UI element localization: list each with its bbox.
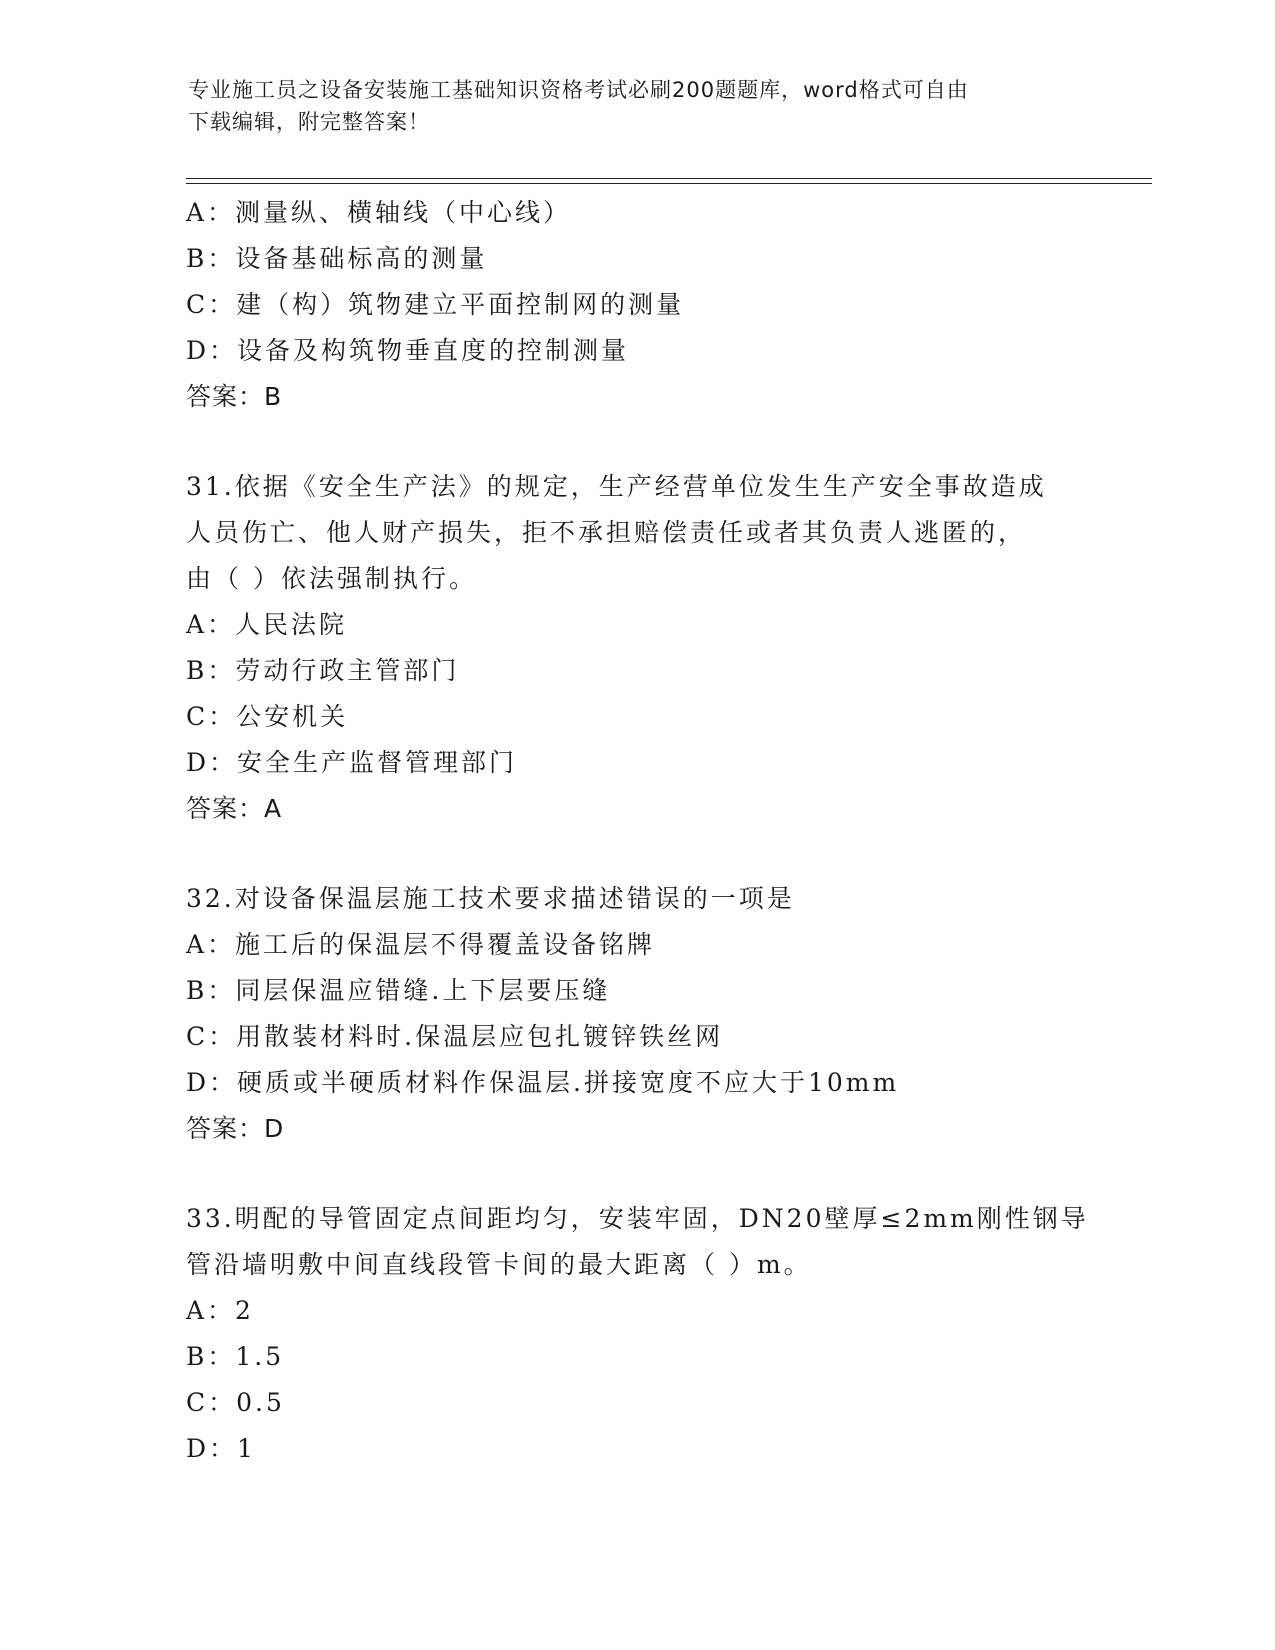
question-stem-line: 管沿墙明敷中间直线段管卡间的最大距离（ ）m。	[186, 1250, 812, 1279]
header-line-1: 专业施工员之设备安装施工基础知识资格考试必刷200题题库，word格式可自由	[188, 78, 969, 102]
option-c: C：建（构）筑物建立平面控制网的测量	[186, 290, 685, 319]
option-b: B：劳动行政主管部门	[186, 656, 460, 685]
option-a: A：测量纵、横轴线（中心线）	[186, 198, 572, 227]
answer-line: 答案：B	[186, 382, 283, 411]
option-a: A：2	[186, 1296, 254, 1325]
header-divider-top	[186, 178, 1152, 179]
option-c: C：公安机关	[186, 702, 349, 731]
header-line-2: 下载编辑，附完整答案！	[188, 110, 430, 134]
question-stem-line: 由（ ）依法强制执行。	[186, 564, 477, 593]
question-stem-line: 33.明配的导管固定点间距均匀，安装牢固，DN20壁厚≤2mm刚性钢导	[186, 1204, 1089, 1233]
option-d: D：安全生产监督管理部门	[186, 748, 518, 777]
question-31	[186, 464, 1086, 832]
option-d: D：1	[186, 1434, 256, 1463]
header-divider-bottom	[186, 183, 1152, 184]
question-stem-line: 32.对设备保温层施工技术要求描述错误的一项是	[186, 884, 795, 913]
answer-line: 答案：A	[186, 794, 283, 823]
question-33	[186, 1196, 1089, 1472]
option-b: B：设备基础标高的测量	[186, 244, 488, 273]
option-c: C：0.5	[186, 1388, 285, 1417]
spacer	[186, 832, 1086, 876]
option-b: B：同层保温应错缝.上下层要压缝	[186, 976, 611, 1005]
option-d: D：硬质或半硬质材料作保温层.拼接宽度不应大于10mm	[186, 1068, 900, 1097]
option-a: A：施工后的保温层不得覆盖设备铭牌	[186, 930, 656, 959]
spacer	[186, 420, 1086, 464]
option-a: A：人民法院	[186, 610, 348, 639]
question-list	[186, 190, 1089, 1472]
question-stem-line: 31.依据《安全生产法》的规定，生产经营单位发生生产安全事故造成	[186, 472, 1047, 501]
spacer	[186, 1152, 1086, 1196]
answer-line: 答案：D	[186, 1114, 285, 1143]
question-32	[186, 876, 1086, 1152]
option-b: B：1.5	[186, 1342, 285, 1371]
question-stem-line: 人员伤亡、他人财产损失，拒不承担赔偿责任或者其负责人逃匿的，	[186, 518, 1027, 547]
document-header	[188, 74, 1068, 138]
question-30	[186, 190, 1086, 420]
option-c: C：用散装材料时.保温层应包扎镀锌铁丝网	[186, 1022, 724, 1051]
option-d: D：设备及构筑物垂直度的控制测量	[186, 336, 630, 365]
